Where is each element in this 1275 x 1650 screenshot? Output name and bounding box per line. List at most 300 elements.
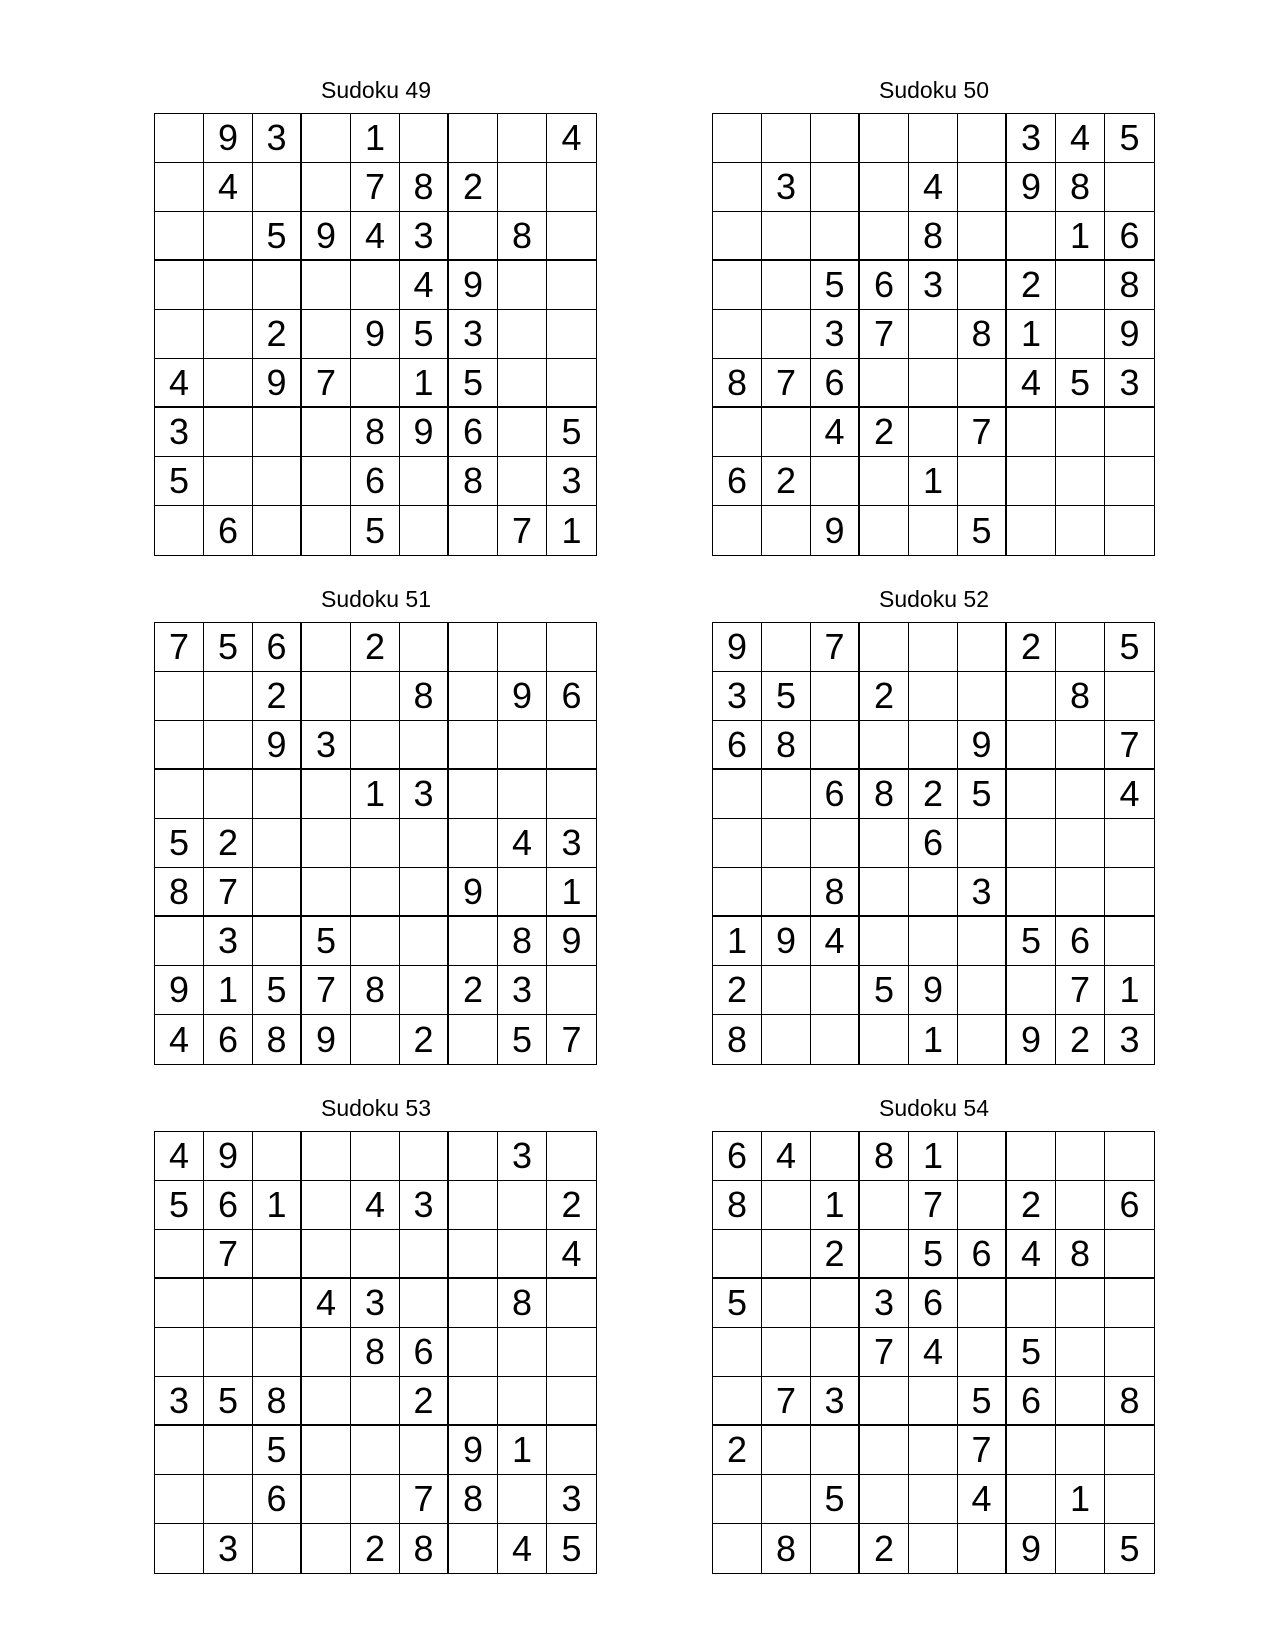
- sudoku-cell: 3: [400, 770, 449, 819]
- sudoku-cell: [762, 1015, 811, 1064]
- sudoku-cell: 8: [1105, 261, 1154, 310]
- sudoku-cell: [1105, 457, 1154, 506]
- sudoku-cell: 6: [811, 770, 860, 819]
- sudoku-cell: 8: [155, 868, 204, 917]
- sudoku-cell: 4: [547, 1230, 596, 1279]
- sudoku-cell: [302, 1475, 351, 1524]
- sudoku-puzzle: [712, 1093, 1156, 1574]
- sudoku-cell: [762, 868, 811, 917]
- sudoku-cell: [449, 506, 498, 555]
- sudoku-cell: [1056, 623, 1105, 672]
- sudoku-cell: [351, 1426, 400, 1475]
- sudoku-cell: [1105, 1132, 1154, 1181]
- sudoku-puzzle: [154, 584, 598, 1065]
- sudoku-grid: [712, 622, 1155, 1065]
- puzzle-title: Sudoku 52: [879, 586, 989, 612]
- sudoku-cell: [351, 1132, 400, 1181]
- sudoku-cell: [1056, 261, 1105, 310]
- sudoku-cell: [762, 114, 811, 163]
- sudoku-cell: 3: [155, 1377, 204, 1426]
- sudoku-cell: 5: [1056, 359, 1105, 408]
- sudoku-cell: [958, 457, 1007, 506]
- sudoku-cell: 7: [351, 163, 400, 212]
- sudoku-cell: [1056, 1377, 1105, 1426]
- sudoku-cell: [547, 623, 596, 672]
- sudoku-cell: [351, 672, 400, 721]
- sudoku-cell: 3: [253, 114, 302, 163]
- sudoku-cell: [253, 917, 302, 966]
- sudoku-cell: 6: [400, 1328, 449, 1377]
- sudoku-cell: [909, 868, 958, 917]
- sudoku-cell: [400, 1279, 449, 1328]
- sudoku-cell: [302, 114, 351, 163]
- sudoku-cell: [860, 1181, 909, 1230]
- sudoku-cell: [762, 966, 811, 1015]
- sudoku-cell: [1056, 721, 1105, 770]
- sudoku-cell: 8: [400, 163, 449, 212]
- sudoku-cell: 5: [958, 770, 1007, 819]
- sudoku-cell: [811, 966, 860, 1015]
- sudoku-cell: [860, 359, 909, 408]
- sudoku-cell: [351, 1475, 400, 1524]
- sudoku-cell: 2: [400, 1377, 449, 1426]
- sudoku-cell: 2: [1056, 1015, 1105, 1064]
- sudoku-cell: 8: [351, 966, 400, 1015]
- sudoku-cell: [351, 261, 400, 310]
- sudoku-cell: [1007, 408, 1056, 457]
- sudoku-cell: [811, 721, 860, 770]
- sudoku-cell: [860, 1015, 909, 1064]
- sudoku-cell: [253, 819, 302, 868]
- sudoku-cell: 8: [1056, 672, 1105, 721]
- sudoku-cell: 6: [204, 506, 253, 555]
- sudoku-cell: [909, 1377, 958, 1426]
- sudoku-cell: [811, 1132, 860, 1181]
- sudoku-cell: [713, 408, 762, 457]
- sudoku-cell: 3: [762, 163, 811, 212]
- sudoku-cell: [958, 819, 1007, 868]
- sudoku-cell: [204, 359, 253, 408]
- sudoku-cell: [449, 212, 498, 261]
- sudoku-cell: 3: [1007, 114, 1056, 163]
- sudoku-cell: 8: [351, 1328, 400, 1377]
- sudoku-cell: [909, 721, 958, 770]
- sudoku-cell: 7: [1056, 966, 1105, 1015]
- sudoku-cell: [498, 770, 547, 819]
- sudoku-cell: 8: [762, 721, 811, 770]
- sudoku-cell: 9: [253, 359, 302, 408]
- sudoku-cell: 2: [909, 770, 958, 819]
- sudoku-cell: [302, 1426, 351, 1475]
- sudoku-cell: [1056, 1181, 1105, 1230]
- sudoku-cell: [302, 1230, 351, 1279]
- sudoku-cell: 9: [762, 917, 811, 966]
- sudoku-cell: [351, 1230, 400, 1279]
- sudoku-cell: [811, 114, 860, 163]
- sudoku-cell: 7: [302, 359, 351, 408]
- sudoku-cell: 5: [561, 1527, 582, 1569]
- sudoku-cell: [253, 1132, 302, 1181]
- sudoku-cell: [204, 1328, 253, 1377]
- sudoku-cell: 8: [860, 1132, 909, 1181]
- sudoku-cell: [204, 310, 253, 359]
- sudoku-cell: [253, 868, 302, 917]
- sudoku-cell: [860, 868, 909, 917]
- sudoku-cell: [204, 212, 253, 261]
- sudoku-cell: [498, 1377, 547, 1426]
- sudoku-cell: [155, 506, 204, 555]
- sudoku-cell: 8: [253, 1377, 302, 1426]
- sudoku-cell: 4: [1056, 114, 1105, 163]
- sudoku-cell: [449, 721, 498, 770]
- sudoku-cell: 3: [860, 1279, 909, 1328]
- sudoku-cell: 5: [253, 1426, 302, 1475]
- sudoku-cell: [909, 1426, 958, 1475]
- sudoku-cell: 7: [204, 868, 253, 917]
- sudoku-cell: 2: [860, 408, 909, 457]
- sudoku-cell: [498, 163, 547, 212]
- sudoku-cell: [498, 261, 547, 310]
- sudoku-cell: [860, 1377, 909, 1426]
- sudoku-cell: [958, 1132, 1007, 1181]
- sudoku-cell: [1007, 457, 1056, 506]
- sudoku-cell: [302, 672, 351, 721]
- sudoku-cell: [1105, 1328, 1154, 1377]
- sudoku-cell: [909, 359, 958, 408]
- sudoku-cell: [155, 1328, 204, 1377]
- sudoku-cell: 3: [498, 966, 547, 1015]
- sudoku-cell: 9: [155, 966, 204, 1015]
- sudoku-puzzle: [154, 75, 598, 556]
- sudoku-cell: 8: [713, 359, 762, 408]
- sudoku-cell: [958, 114, 1007, 163]
- sudoku-cell: 7: [860, 310, 909, 359]
- sudoku-cell: 4: [155, 1015, 204, 1064]
- sudoku-cell: [860, 114, 909, 163]
- sudoku-cell: 7: [498, 506, 547, 555]
- sudoku-cell: 4: [958, 1475, 1007, 1524]
- sudoku-cell: 8: [351, 408, 400, 457]
- sudoku-cell: [1056, 408, 1105, 457]
- sudoku-cell: [498, 1475, 547, 1524]
- sudoku-cell: [860, 1426, 909, 1475]
- sudoku-cell: 3: [713, 672, 762, 721]
- sudoku-cell: [351, 721, 400, 770]
- sudoku-cell: 4: [762, 1132, 811, 1181]
- sudoku-cell: [155, 1230, 204, 1279]
- sudoku-cell: 8: [860, 770, 909, 819]
- sudoku-cell: [155, 163, 204, 212]
- sudoku-cell: 8: [400, 1524, 449, 1573]
- sudoku-cell: 6: [713, 721, 762, 770]
- sudoku-cell: 2: [253, 310, 302, 359]
- sudoku-cell: [958, 163, 1007, 212]
- sudoku-cell: 2: [400, 1015, 449, 1064]
- sudoku-cell: [762, 310, 811, 359]
- sudoku-cell: 6: [860, 261, 909, 310]
- sudoku-cell: 9: [1007, 1015, 1056, 1064]
- sudoku-cell: [253, 506, 302, 555]
- sudoku-cell: 5: [155, 1181, 204, 1230]
- sudoku-cell: 6: [351, 457, 400, 506]
- sudoku-cell: [155, 917, 204, 966]
- sudoku-cell: 5: [351, 506, 400, 555]
- sudoku-cell: [762, 623, 811, 672]
- sudoku-cell: [909, 917, 958, 966]
- sudoku-cell: 1: [547, 868, 596, 917]
- sudoku-cell: [811, 212, 860, 261]
- sudoku-cell: [1007, 1279, 1056, 1328]
- sudoku-cell: [958, 1328, 1007, 1377]
- sudoku-cell: 5: [204, 1377, 253, 1426]
- sudoku-cell: [1007, 770, 1056, 819]
- sudoku-cell: 5: [155, 457, 204, 506]
- sudoku-cell: [909, 623, 958, 672]
- sudoku-cell: 6: [713, 457, 762, 506]
- sudoku-cell: 4: [811, 917, 860, 966]
- sudoku-cell: 2: [860, 1524, 909, 1573]
- sudoku-cell: 7: [762, 359, 811, 408]
- sudoku-cell: 2: [713, 966, 762, 1015]
- sudoku-cell: [253, 1524, 302, 1573]
- sudoku-cell: 9: [204, 1132, 253, 1181]
- sudoku-cell: 8: [449, 457, 498, 506]
- sudoku-cell: 4: [498, 1524, 547, 1573]
- sudoku-cell: 3: [547, 1475, 596, 1524]
- puzzle-title: Sudoku 51: [321, 586, 431, 612]
- sudoku-cell: [498, 114, 547, 163]
- sudoku-cell: 9: [811, 506, 860, 555]
- sudoku-cell: [204, 770, 253, 819]
- sudoku-cell: [1007, 1132, 1056, 1181]
- puzzle-title: Sudoku 49: [321, 77, 431, 103]
- sudoku-cell: [958, 966, 1007, 1015]
- sudoku-cell: [860, 457, 909, 506]
- sudoku-cell: 1: [498, 1426, 547, 1475]
- sudoku-cell: [713, 212, 762, 261]
- sudoku-cell: 7: [860, 1328, 909, 1377]
- sudoku-cell: [811, 1328, 860, 1377]
- sudoku-cell: 8: [958, 310, 1007, 359]
- sudoku-cell: 9: [253, 721, 302, 770]
- sudoku-cell: [302, 868, 351, 917]
- sudoku-grid: [712, 113, 1155, 556]
- sudoku-cell: [860, 819, 909, 868]
- sudoku-cell: [498, 623, 547, 672]
- sudoku-cell: [155, 261, 204, 310]
- sudoku-cell: [1056, 1328, 1105, 1377]
- sudoku-cell: [155, 1426, 204, 1475]
- sudoku-cell: 2: [762, 457, 811, 506]
- puzzle-title: Sudoku 50: [879, 77, 989, 103]
- sudoku-cell: [958, 359, 1007, 408]
- sudoku-cell: 8: [498, 1279, 547, 1328]
- sudoku-cell: 1: [811, 1181, 860, 1230]
- sudoku-cell: 4: [302, 1279, 351, 1328]
- sudoku-grid: [154, 622, 597, 1065]
- sudoku-cell: 3: [547, 457, 596, 506]
- sudoku-cell: [302, 310, 351, 359]
- sudoku-cell: [400, 506, 449, 555]
- sudoku-cell: 3: [1105, 359, 1154, 408]
- sudoku-cell: [1105, 1475, 1154, 1524]
- sudoku-cell: [958, 1015, 1007, 1064]
- sudoku-cell: 2: [449, 966, 498, 1015]
- sudoku-cell: [762, 819, 811, 868]
- sudoku-cell: [547, 1377, 596, 1426]
- sudoku-cell: [1056, 1524, 1105, 1573]
- sudoku-cell: 4: [204, 163, 253, 212]
- sudoku-cell: [1056, 1426, 1105, 1475]
- sudoku-cell: [713, 1230, 762, 1279]
- sudoku-cell: [155, 672, 204, 721]
- sudoku-cell: 9: [958, 721, 1007, 770]
- sudoku-cell: 6: [449, 408, 498, 457]
- sudoku-cell: [498, 408, 547, 457]
- sudoku-cell: [498, 359, 547, 408]
- sudoku-puzzle: [712, 584, 1156, 1065]
- puzzle-title: Sudoku 53: [321, 1095, 431, 1121]
- sudoku-cell: 8: [713, 1015, 762, 1064]
- sudoku-cell: [449, 1377, 498, 1426]
- sudoku-cell: [302, 261, 351, 310]
- sudoku-cell: 5: [958, 506, 1007, 555]
- sudoku-cell: [302, 819, 351, 868]
- sudoku-cell: [498, 1181, 547, 1230]
- sudoku-cell: 9: [1007, 163, 1056, 212]
- sudoku-cell: [1105, 672, 1154, 721]
- sudoku-cell: [449, 1328, 498, 1377]
- sudoku-cell: [1007, 721, 1056, 770]
- sudoku-cell: 1: [909, 457, 958, 506]
- sudoku-cell: 2: [351, 623, 400, 672]
- sudoku-cell: 9: [400, 408, 449, 457]
- sudoku-cell: 2: [1007, 261, 1056, 310]
- sudoku-cell: [713, 868, 762, 917]
- sudoku-cell: 4: [1007, 1230, 1056, 1279]
- sudoku-cell: 2: [449, 163, 498, 212]
- sudoku-cell: [155, 1475, 204, 1524]
- sudoku-cell: 5: [204, 623, 253, 672]
- sudoku-cell: 3: [351, 1279, 400, 1328]
- sudoku-cell: [449, 1132, 498, 1181]
- sudoku-cell: [1007, 966, 1056, 1015]
- sudoku-cell: 3: [155, 408, 204, 457]
- sudoku-cell: [547, 212, 596, 261]
- sudoku-cell: 5: [449, 359, 498, 408]
- sudoku-cell: [204, 408, 253, 457]
- sudoku-cell: [860, 1475, 909, 1524]
- sudoku-cell: 7: [909, 1181, 958, 1230]
- sudoku-cell: 1: [561, 509, 582, 551]
- sudoku-cell: [302, 1328, 351, 1377]
- sudoku-puzzle: [154, 1093, 598, 1574]
- sudoku-cell: [811, 819, 860, 868]
- sudoku-cell: 5: [400, 310, 449, 359]
- sudoku-cell: 8: [811, 868, 860, 917]
- sudoku-cell: 4: [400, 261, 449, 310]
- sudoku-cell: [449, 1279, 498, 1328]
- sudoku-cell: [1105, 819, 1154, 868]
- sudoku-cell: [302, 623, 351, 672]
- sudoku-cell: [400, 966, 449, 1015]
- sudoku-cell: 7: [958, 1426, 1007, 1475]
- sudoku-cell: [958, 917, 1007, 966]
- sudoku-cell: 8: [762, 1524, 811, 1573]
- sudoku-cell: 3: [498, 1132, 547, 1181]
- sudoku-cell: 9: [713, 623, 762, 672]
- sudoku-cell: [155, 1279, 204, 1328]
- sudoku-cell: [1105, 163, 1154, 212]
- sudoku-cell: [302, 770, 351, 819]
- sudoku-cell: 8: [909, 212, 958, 261]
- sudoku-cell: 1: [351, 114, 400, 163]
- sudoku-cell: [155, 114, 204, 163]
- sudoku-cell: [204, 672, 253, 721]
- sudoku-cell: [400, 1132, 449, 1181]
- sudoku-cell: 3: [400, 1181, 449, 1230]
- sudoku-cell: [909, 408, 958, 457]
- sudoku-cell: 6: [909, 819, 958, 868]
- sudoku-cell: [449, 1181, 498, 1230]
- sudoku-cell: [449, 1015, 498, 1064]
- sudoku-cell: [400, 114, 449, 163]
- sudoku-cell: 3: [811, 310, 860, 359]
- sudoku-cell: [1056, 506, 1105, 555]
- sudoku-cell: 1: [909, 1015, 958, 1064]
- sudoku-cell: 9: [449, 261, 498, 310]
- sudoku-cell: [400, 623, 449, 672]
- sudoku-cell: 5: [1105, 623, 1154, 672]
- sudoku-cell: 2: [860, 672, 909, 721]
- sudoku-cell: [400, 917, 449, 966]
- sudoku-cell: [302, 457, 351, 506]
- sudoku-cell: [958, 261, 1007, 310]
- sudoku-cell: [449, 819, 498, 868]
- sudoku-cell: [400, 457, 449, 506]
- sudoku-cell: [253, 163, 302, 212]
- sudoku-cell: 4: [1105, 770, 1154, 819]
- sudoku-cell: 7: [155, 623, 204, 672]
- sudoku-cell: 2: [547, 1181, 596, 1230]
- sudoku-cell: 1: [351, 770, 400, 819]
- sudoku-cell: [253, 261, 302, 310]
- sudoku-cell: 1: [909, 1132, 958, 1181]
- sudoku-cell: 3: [909, 261, 958, 310]
- sudoku-cell: 2: [253, 672, 302, 721]
- sudoku-cell: 2: [811, 1230, 860, 1279]
- sudoku-cell: 3: [547, 819, 596, 868]
- sudoku-cell: 4: [1007, 359, 1056, 408]
- sudoku-cell: 8: [498, 212, 547, 261]
- sudoku-cell: [498, 1328, 547, 1377]
- sudoku-cell: [204, 261, 253, 310]
- sudoku-cell: [253, 457, 302, 506]
- sudoku-cell: [713, 114, 762, 163]
- sudoku-cell: [762, 1426, 811, 1475]
- sudoku-cell: 5: [253, 212, 302, 261]
- sudoku-cell: 6: [1007, 1377, 1056, 1426]
- sudoku-cell: [1105, 868, 1154, 917]
- sudoku-cell: 8: [449, 1475, 498, 1524]
- sudoku-cell: 7: [400, 1475, 449, 1524]
- sudoku-cell: [204, 1475, 253, 1524]
- sudoku-cell: [400, 819, 449, 868]
- sudoku-cell: 7: [561, 1018, 582, 1060]
- sudoku-cell: [713, 819, 762, 868]
- sudoku-cell: 6: [1105, 1181, 1154, 1230]
- sudoku-cell: 8: [713, 1181, 762, 1230]
